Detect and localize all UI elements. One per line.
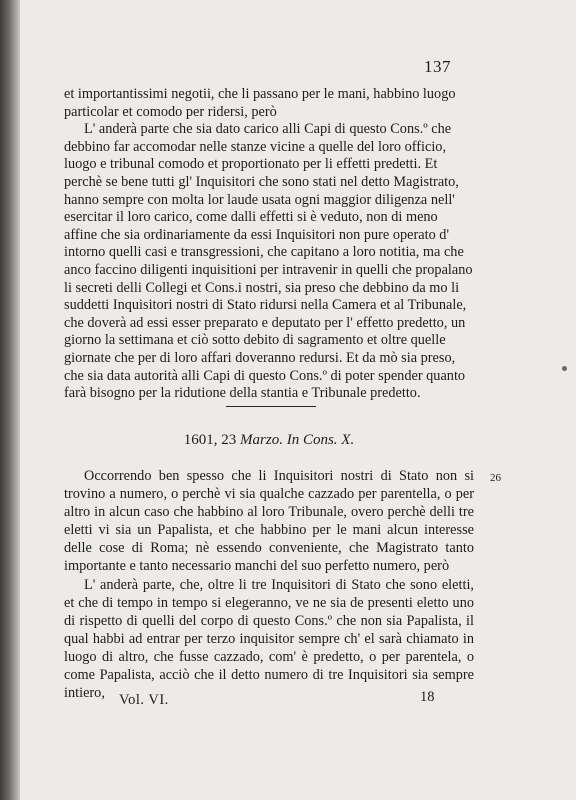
section-2-paragraph-1: Occorrendo ben spesso che li Inquisitori nostri di Stato non si trovino a numero, o perchè vi sia qualche cazzado per parentella, o per altro in alcun caso che habbino al loro Tribunale, overo perchè delli tre eletti vi sia un Papalista, et che habbino per le mani alcun interesse delle cose di Roma; nè essendo conveniente, che Magistrato tanto importante e tanto necessario manchi del suo perfetto numero, però [64,468,474,575]
volume-label: Vol. VI. [119,692,169,708]
section-heading [64,432,474,449]
section-1-paragraph-1: et importantissimi negotii, che li passano per le mani, habbino luogo particolar et comodo per ridersi, però [64,86,456,120]
section-2-paragraph-2: L' anderà parte, che, oltre li tre Inquisitori di Stato che sono eletti, et che di tempo in tempo si elegeranno, ve ne sia de presenti eletto uno di rispetto di quelli del corpo di questo Cons.º che non sia Papalista, il qual habbi ad entrar per terzo inquisitor sempre ch' el sarà chiamato in luogo di altro, che fusse cazzado, com' è predetto, o per parentela, o come Papalista, acciò che il detto numero di tre Inquisitori sia sempre intiero, [64,576,474,702]
section-divider [226,406,316,407]
book-spine-shadow [0,0,20,800]
signature-mark: 18 [420,689,435,705]
margin-number: 26 [490,472,501,484]
heading-date: 1601, 23 [183,432,241,448]
section-2-text [64,467,474,702]
page-number: 137 [424,57,451,76]
heading-italic: Marzo. In Cons. X. [240,432,355,448]
section-1-paragraph-2: L' anderà parte che sia dato carico alli Capi di questo Cons.º che debbino far accomodar nelle stanze vicine a quelle del loro officio, luogo e tribunal comodo et proportionato per li effetti predetti. Et perchè se bene tutti gl' Inquisitori che sono stati nel detto Magistrato, hanno sempre con molta lor laude usata ogni maggior diligenza nell' esercitar il loro carico, come dalli effetti si è veduto, non di meno affine che sia ordinariamente da essi Inquisitori non pure operato d' intorno quelli casi e transgressioni, che capitano a loro notitia, ma che anco faccino diligenti inquisitioni per intravenir in quelli che propalano li secreti delli Collegi et Cons.i nostri, sia preso che debbino da mo li suddetti Inquisitori nostri di Stato ridursi nella Camera et al Tribunale, che doverà ad essi esser preparato e deputato per l' effetto predetto, un giorno la settimana et ciò sotto debito di sagramento et oltre quelle giornate che per di loro affari doveranno redursi. Et da mò sia preso, che sia data autorità alli Capi di questo Cons.º di poter spender quanto farà bisogno per la ridutione della stantia e Tribunale predetto. [64,121,473,402]
section-1-text [64,86,474,403]
ink-spot [562,366,567,371]
